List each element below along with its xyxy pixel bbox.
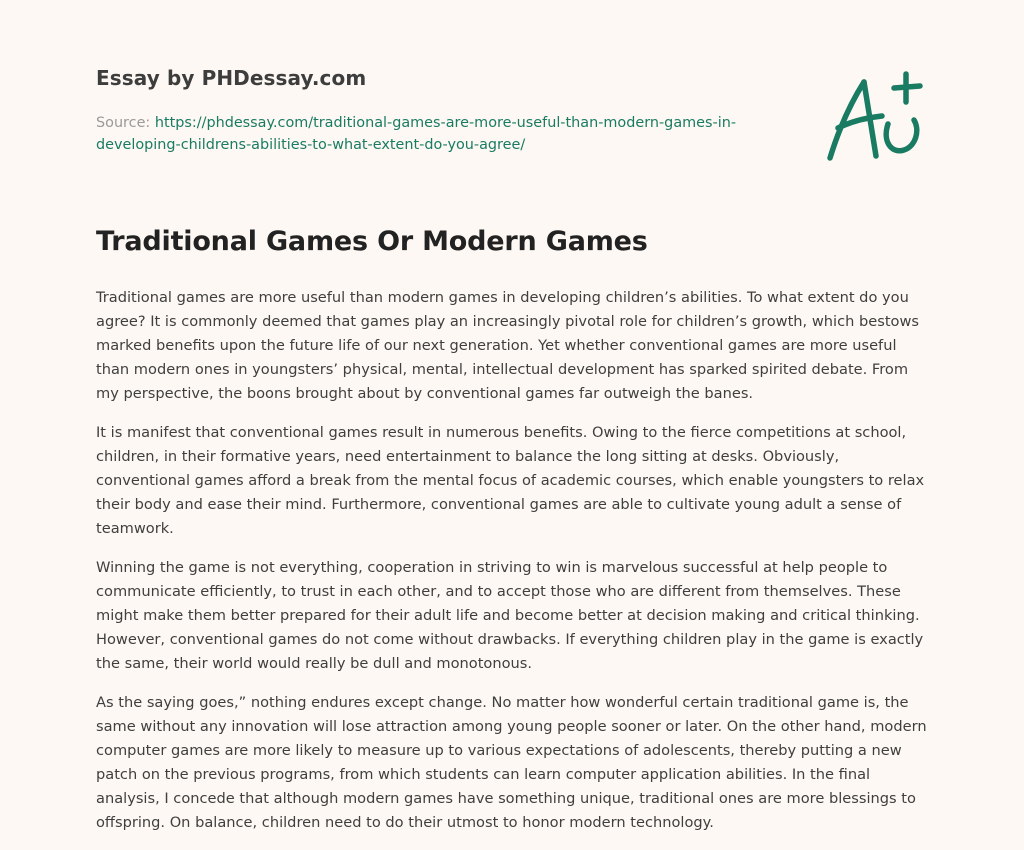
source-label: Source: xyxy=(96,115,155,131)
essay-body xyxy=(96,286,932,850)
paragraph: It is manifest that conventional games result in numerous benefits. Owing to the fierce competitions at school, children, in their formative years, need entertainment to balance the long sitting at desks. Obviously, conventional games afford a break from the mental focus of academic courses, which enable youngsters to relax their body and ease their mind. Furthermore, conventional games are able to cultivate young adult a sense of teamwork. xyxy=(96,424,925,537)
paragraph: As the saying goes,” nothing endures except change. No matter how wonderful certain traditional game is, the same without any innovation will lose attraction among young people sooner or later. On the other hand, modern computer games are more likely to measure up to various expectations of adolescents, thereby putting a new patch on the previous programs, from which students can learn computer application abilities. In the final analysis, I concede that although modern games have something unique, traditional ones are more blessings to offspring. On balance, children need to do their utmost to honor modern technology. xyxy=(96,694,927,831)
a-plus-grade-icon xyxy=(820,70,930,166)
paragraph: Traditional games are more useful than modern games in developing children’s abilities. To what extent do you agree? It is commonly deemed that games play an increasingly pivotal role for children’s growth, which bestows marked benefits upon the future life of our next generation. Yet whether conventional games are more useful than modern ones in youngsters’ physical, mental, intellectual development has sparked spirited debate. From my perspective, the boons brought about by conventional games far outweigh the banes. xyxy=(96,289,920,402)
site-brand: Essay by PHDessay.com xyxy=(96,66,367,90)
source-link[interactable]: https://phdessay.com/traditional-games-are-more-useful-than-modern-games-in-developing-childrens-abilities-to-what-extent-do-you-agree/ xyxy=(96,115,737,153)
paragraph: Winning the game is not everything, cooperation in striving to win is marvelous successful at help people to communicate efficiently, to trust in each other, and to accept those who are different from themselves. These might make them better prepared for their adult life and become better at decision making and critical thinking. However, conventional games do not come without drawbacks. If everything children play in the game is exactly the same, their world would really be dull and monotonous. xyxy=(96,559,924,672)
page-title: Traditional Games Or Modern Games xyxy=(96,226,648,257)
source-line xyxy=(96,112,776,156)
